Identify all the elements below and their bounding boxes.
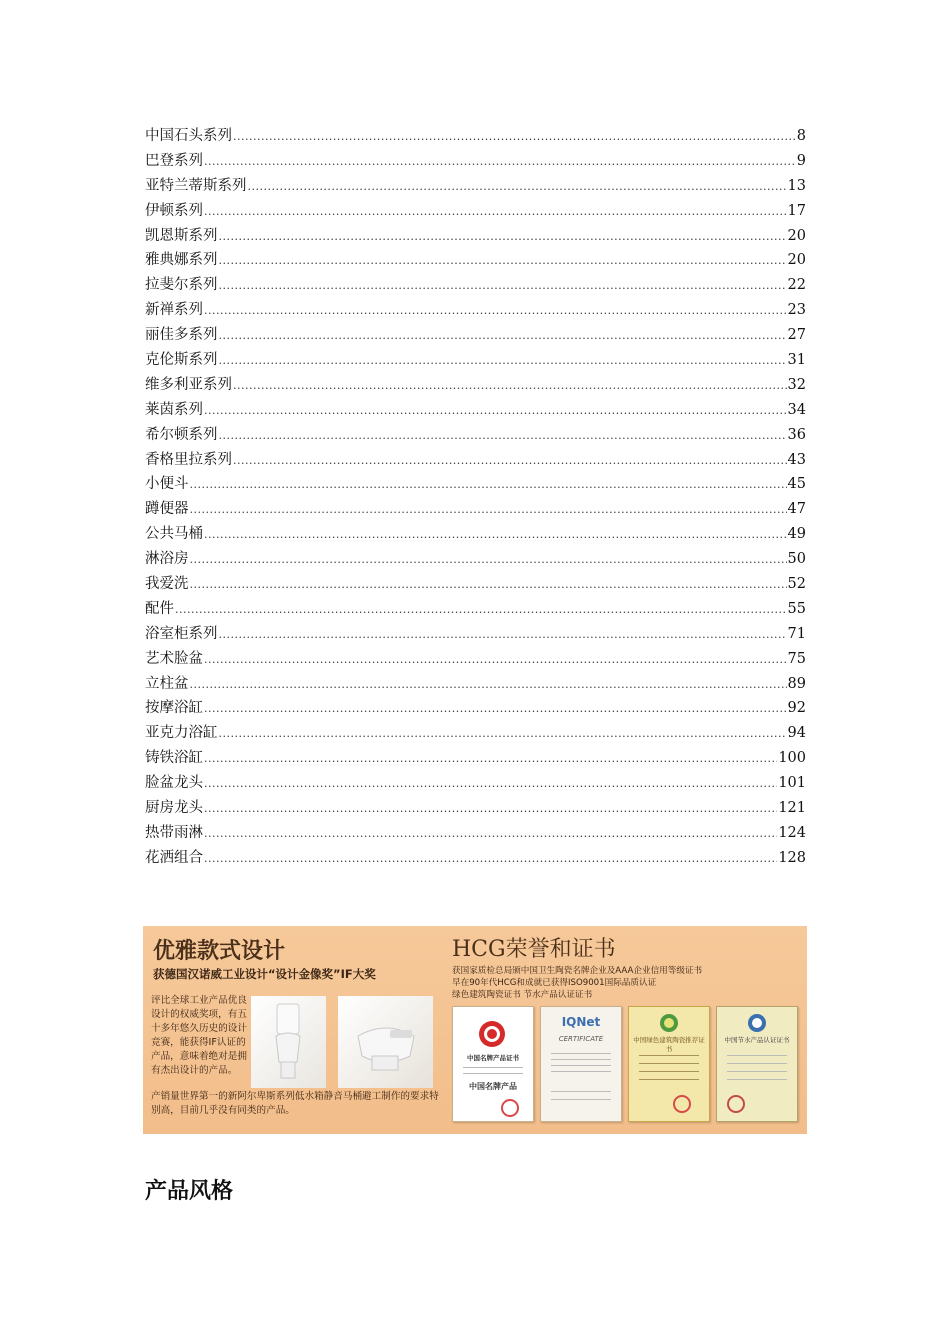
toc-entry-label: 我爱洗 bbox=[145, 576, 189, 593]
honors-line-2: 早在90年代HCG和成就已获得ISO9001国际品质认证 bbox=[452, 978, 657, 988]
toc-leader-dots bbox=[190, 473, 787, 498]
toc-leader-dots bbox=[219, 722, 787, 747]
toc-entry-label: 亚克力浴缸 bbox=[145, 725, 218, 742]
toc-leader-dots bbox=[233, 125, 796, 150]
toc-entry[interactable] bbox=[145, 846, 806, 871]
toc-entry-label: 雅典娜系列 bbox=[145, 252, 218, 269]
toc-entry[interactable] bbox=[145, 696, 806, 721]
water-saving-emblem-icon bbox=[747, 1013, 767, 1033]
toc-entry-page: 71 bbox=[787, 625, 806, 642]
toc-leader-dots bbox=[248, 175, 787, 200]
design-award-description: 评比全球工业产品优良设计的权威奖项，有五十多年悠久历史的设计竞赛，能获得IF认证的产品，意味着绝对是拥有杰出设计的产品。 bbox=[151, 995, 247, 1076]
toc-entry[interactable] bbox=[145, 746, 806, 771]
toc-leader-dots bbox=[219, 349, 787, 374]
toc-entry[interactable] bbox=[145, 373, 806, 398]
toc-entry-page: 100 bbox=[778, 750, 806, 767]
toc-leader-dots bbox=[190, 498, 787, 523]
toc-entry-label: 配件 bbox=[145, 600, 174, 617]
toc-leader-dots bbox=[204, 822, 777, 847]
toc-entry[interactable] bbox=[145, 821, 806, 846]
certificate-4-title: 中国节水产品认证证书 bbox=[724, 1036, 790, 1044]
toc-leader-dots bbox=[219, 225, 787, 250]
toc-entry-label: 亚特兰蒂斯系列 bbox=[145, 177, 247, 194]
toc-leader-dots bbox=[204, 847, 777, 872]
toc-entry[interactable] bbox=[145, 199, 806, 224]
green-emblem-icon bbox=[659, 1013, 679, 1033]
toc-entry-label: 丽佳多系列 bbox=[145, 327, 218, 344]
toc-leader-dots bbox=[204, 797, 777, 822]
toc-entry-page: 128 bbox=[778, 849, 806, 866]
toilet-product-image bbox=[251, 996, 326, 1088]
toc-leader-dots bbox=[190, 548, 787, 573]
toc-entry-page: 49 bbox=[787, 526, 806, 543]
toilet-icon bbox=[273, 1002, 303, 1082]
toc-entry[interactable] bbox=[145, 547, 806, 572]
toc-entry-page: 94 bbox=[787, 725, 806, 742]
toc-entry-page: 50 bbox=[787, 551, 806, 568]
toc-leader-dots bbox=[233, 374, 787, 399]
toc-entry-page: 43 bbox=[787, 451, 806, 468]
toc-leader-dots bbox=[233, 449, 787, 474]
toc-entry-label: 浴室柜系列 bbox=[145, 625, 218, 642]
honors-title: HCG荣誉和证书 bbox=[452, 937, 616, 962]
toc-entry[interactable] bbox=[145, 448, 806, 473]
toc-entry[interactable] bbox=[145, 721, 806, 746]
toc-entry[interactable] bbox=[145, 572, 806, 597]
toc-entry[interactable] bbox=[145, 672, 806, 697]
design-award-title: 优雅款式设计 bbox=[153, 938, 286, 964]
certificate-green-building bbox=[628, 1006, 710, 1122]
certificate-water-saving bbox=[716, 1006, 798, 1122]
toc-entry-label: 希尔顿系列 bbox=[145, 426, 218, 443]
toc-entry-page: 9 bbox=[796, 152, 806, 169]
toc-entry-page: 52 bbox=[787, 576, 806, 593]
brand-seal-icon bbox=[477, 1019, 507, 1049]
toc-entry-page: 13 bbox=[787, 177, 806, 194]
toc-leader-dots bbox=[190, 673, 787, 698]
toc-entry-label: 铸铁浴缸 bbox=[145, 750, 203, 767]
toc-entry[interactable] bbox=[145, 622, 806, 647]
toc-entry-label: 中国石头系列 bbox=[145, 128, 232, 144]
section-heading: 产品风格 bbox=[145, 1178, 234, 1204]
toc-leader-dots bbox=[204, 150, 796, 175]
toc-entry-page: 27 bbox=[787, 327, 806, 344]
design-award-panel bbox=[143, 926, 443, 1134]
toc-entry-page: 89 bbox=[787, 675, 806, 692]
smart-toilet-product-image bbox=[338, 996, 433, 1088]
certificate-2-title: IQNet bbox=[561, 1015, 601, 1029]
toc-leader-dots bbox=[219, 623, 787, 648]
certificate-iqnet bbox=[540, 1006, 622, 1122]
certificate-1-title: 中国名牌产品证书 bbox=[467, 1054, 519, 1062]
red-stamp-icon bbox=[727, 1095, 745, 1113]
toc-entry-label: 克伦斯系列 bbox=[145, 352, 218, 369]
toc-entry-label: 凯恩斯系列 bbox=[145, 227, 218, 244]
toc-leader-dots bbox=[204, 648, 787, 673]
toc-entry[interactable] bbox=[145, 771, 806, 796]
toc-entry-page: 36 bbox=[787, 426, 806, 443]
toc-leader-dots bbox=[204, 747, 777, 772]
toc-entry-page: 32 bbox=[787, 376, 806, 393]
toc-entry[interactable] bbox=[145, 597, 806, 622]
toc-entry-page: 45 bbox=[787, 476, 806, 493]
toc-leader-dots bbox=[204, 200, 787, 225]
toc-leader-dots bbox=[219, 274, 787, 299]
toc-entry-page: 20 bbox=[787, 252, 806, 269]
toc-entry[interactable] bbox=[145, 796, 806, 821]
toc-entry[interactable] bbox=[145, 472, 806, 497]
toc-entry[interactable] bbox=[145, 647, 806, 672]
toc-entry[interactable] bbox=[145, 323, 806, 348]
toc-entry-label: 热带雨淋 bbox=[145, 824, 203, 841]
toc-entry[interactable] bbox=[145, 224, 806, 249]
toc-entry[interactable] bbox=[145, 348, 806, 373]
toc-entry-label: 厨房龙头 bbox=[145, 800, 203, 817]
toc-leader-dots bbox=[204, 299, 787, 324]
toc-leader-dots bbox=[175, 598, 787, 623]
toc-entry-label: 新禅系列 bbox=[145, 302, 203, 319]
toc-entry[interactable] bbox=[145, 298, 806, 323]
honors-panel bbox=[448, 926, 807, 1134]
toc-entry-label: 拉斐尔系列 bbox=[145, 277, 218, 294]
toc-leader-dots bbox=[190, 573, 787, 598]
toc-entry-page: 55 bbox=[787, 600, 806, 617]
toc-entry-page: 124 bbox=[778, 824, 806, 841]
toc-entry[interactable] bbox=[145, 248, 806, 273]
toc-leader-dots bbox=[204, 697, 787, 722]
toc-entry-label: 伊顿系列 bbox=[145, 202, 203, 219]
toc-leader-dots bbox=[219, 324, 787, 349]
toc-entry-page: 23 bbox=[787, 302, 806, 319]
toc-entry-label: 花洒组合 bbox=[145, 849, 203, 866]
design-award-subtitle: 获德国汉诺威工业设计“设计金像奖”IF大奖 bbox=[153, 967, 376, 981]
honor-banner bbox=[143, 926, 807, 1134]
toc-leader-dots bbox=[204, 399, 787, 424]
certificate-2-body: CERTIFICATE bbox=[558, 1035, 604, 1043]
toc-entry-label: 维多利亚系列 bbox=[145, 376, 232, 393]
toc-entry-page: 31 bbox=[787, 352, 806, 369]
toc-entry-label: 公共马桶 bbox=[145, 526, 203, 543]
toc-entry[interactable] bbox=[145, 398, 806, 423]
toc-entry[interactable] bbox=[145, 273, 806, 298]
toc-leader-dots bbox=[204, 772, 777, 797]
toc-entry-page: 92 bbox=[787, 700, 806, 717]
smart-toilet-icon bbox=[350, 1006, 422, 1078]
toc-leader-dots bbox=[204, 523, 787, 548]
toc-entry-label: 淋浴房 bbox=[145, 551, 189, 568]
toc-leader-dots bbox=[219, 249, 787, 274]
toc-entry-page: 47 bbox=[787, 501, 806, 518]
toc-entry-label: 香格里拉系列 bbox=[145, 451, 232, 468]
red-stamp-icon bbox=[673, 1095, 691, 1113]
certificate-3-title: 中国绿色建筑陶瓷推荐证书 bbox=[633, 1036, 705, 1053]
toc-entry-label: 按摩浴缸 bbox=[145, 700, 203, 717]
certificate-1-body: 中国名牌产品 bbox=[469, 1082, 517, 1091]
toc-entry-label: 莱茵系列 bbox=[145, 401, 203, 418]
toc-entry-page: 121 bbox=[778, 800, 806, 817]
design-award-footnote: 产销量世界第一的新阿尔卑斯系列低水箱静音马桶避工制作的要求特别高，目前几乎没有同类的产品。 bbox=[151, 1091, 439, 1116]
toc-entry[interactable] bbox=[145, 522, 806, 547]
honors-line-3: 绿色建筑陶瓷证书 节水产品认证证书 bbox=[452, 990, 593, 1000]
toc-entry-label: 脸盆龙头 bbox=[145, 775, 203, 792]
table-of-contents bbox=[145, 124, 806, 871]
toc-entry[interactable] bbox=[145, 497, 806, 522]
toc-entry-page: 34 bbox=[787, 401, 806, 418]
toc-entry-page: 17 bbox=[787, 202, 806, 219]
toc-entry-label: 立柱盆 bbox=[145, 675, 189, 692]
toc-leader-dots bbox=[219, 424, 787, 449]
toc-entry[interactable] bbox=[145, 174, 806, 199]
toc-entry[interactable] bbox=[145, 423, 806, 448]
honors-line-1: 获国家质检总局颁中国卫生陶瓷名牌企业及AAA企业信用等级证书 bbox=[452, 966, 703, 976]
toc-entry-page: 75 bbox=[787, 650, 806, 667]
toc-entry-page: 22 bbox=[787, 277, 806, 294]
toc-entry-label: 蹲便器 bbox=[145, 501, 189, 518]
red-stamp-icon bbox=[501, 1099, 519, 1117]
toc-entry-label: 巴登系列 bbox=[145, 152, 203, 169]
toc-entry-label: 小便斗 bbox=[145, 476, 189, 493]
toc-entry[interactable] bbox=[145, 149, 806, 174]
toc-entry[interactable] bbox=[145, 124, 806, 149]
toc-entry-page: 20 bbox=[787, 227, 806, 244]
toc-entry-page: 8 bbox=[796, 128, 806, 144]
certificate-famous-brand bbox=[452, 1006, 534, 1122]
toc-entry-page: 101 bbox=[778, 775, 806, 792]
toc-entry-label: 艺术脸盆 bbox=[145, 650, 203, 667]
